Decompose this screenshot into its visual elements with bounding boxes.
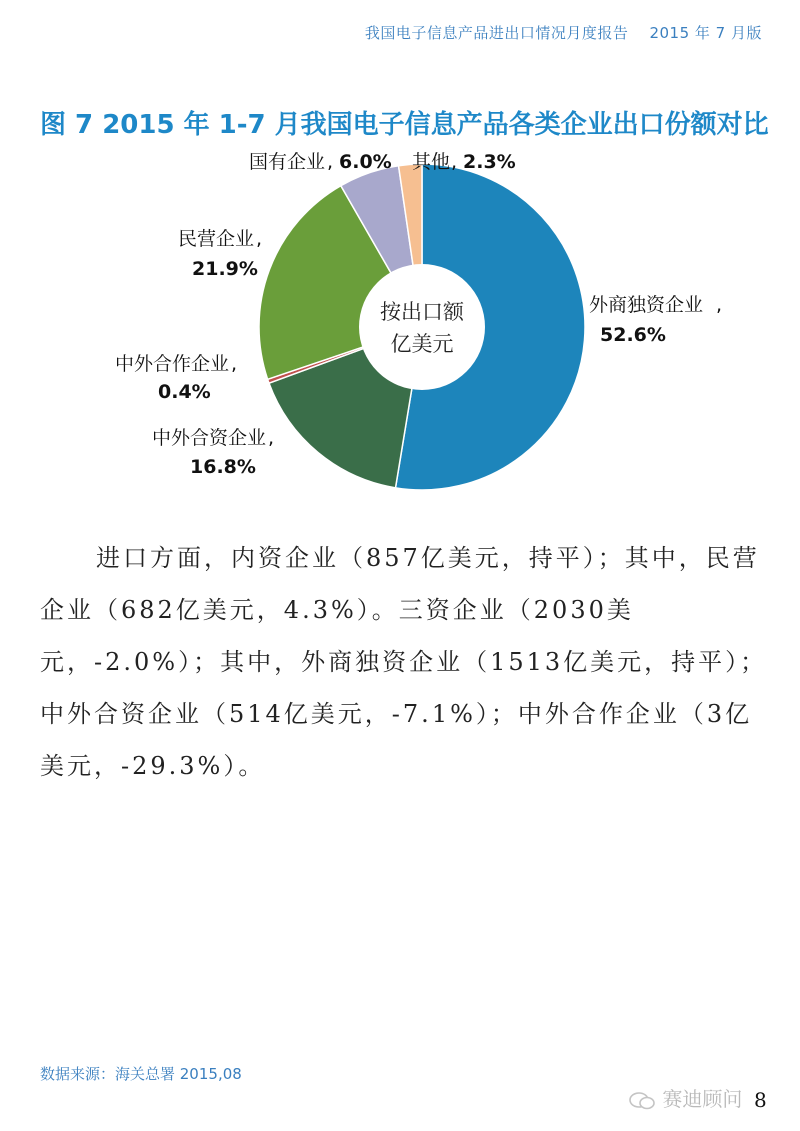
- report-header: [365, 22, 762, 43]
- slice-value-private: 21.9%: [192, 258, 258, 280]
- slice-value-state-owned: 6.0%: [339, 151, 392, 173]
- slice-value-cooperative: 0.4%: [158, 381, 211, 403]
- label-comma: ,: [268, 427, 275, 449]
- donut-hole: [359, 264, 485, 390]
- slice-label-state-owned: 国有企业: [249, 151, 326, 173]
- header-report-title: 我国电子信息产品进出口情况月度报告: [364, 24, 629, 42]
- slice-value-other: 2.3%: [463, 151, 516, 173]
- header-edition: 2015 年 7 月版: [649, 24, 762, 42]
- wechat-icon: [628, 1091, 656, 1111]
- data-source: 数据来源：海关总署 2015,08: [40, 1065, 242, 1083]
- slice-value-joint-venture: 16.8%: [190, 456, 256, 478]
- watermark-text: 赛迪顾问: [662, 1087, 743, 1111]
- figure-title: 图 7 2015 年 1-7 月我国电子信息产品各类企业出口份额对比: [40, 110, 769, 140]
- center-label-line2: 亿美元: [390, 332, 454, 356]
- label-comma: ,: [451, 151, 458, 173]
- slice-label-cooperative: 中外合作企业: [115, 353, 230, 375]
- slice-value-foreign-owned: 52.6%: [600, 324, 666, 346]
- slice-label-foreign-owned: 外商独资企业: [589, 294, 704, 316]
- slice-label-private: 民营企业: [178, 228, 255, 250]
- watermark: [628, 1083, 742, 1112]
- slice-label-other: 其他: [412, 151, 451, 173]
- slice-label-joint-venture: 中外合资企业: [152, 427, 267, 449]
- label-comma: ,: [716, 294, 723, 316]
- page-number: 8: [754, 1088, 767, 1112]
- label-comma: ,: [256, 228, 263, 250]
- center-label-line1: 按出口额: [380, 300, 464, 324]
- label-comma: ,: [327, 151, 334, 173]
- body-paragraph: 进口方面，内资企业（857亿美元，持平）；其中，民营企业（682亿美元，4.3%）。三资企业（2030美元，-2.0%）；其中，外商独资企业（1513亿美元，持平）；中外合资企业（514亿美元，-7.1%）；中外合作企业（3亿美元，-29.3%）。: [40, 544, 768, 780]
- label-comma: ,: [231, 353, 238, 375]
- donut-chart: [60, 148, 740, 493]
